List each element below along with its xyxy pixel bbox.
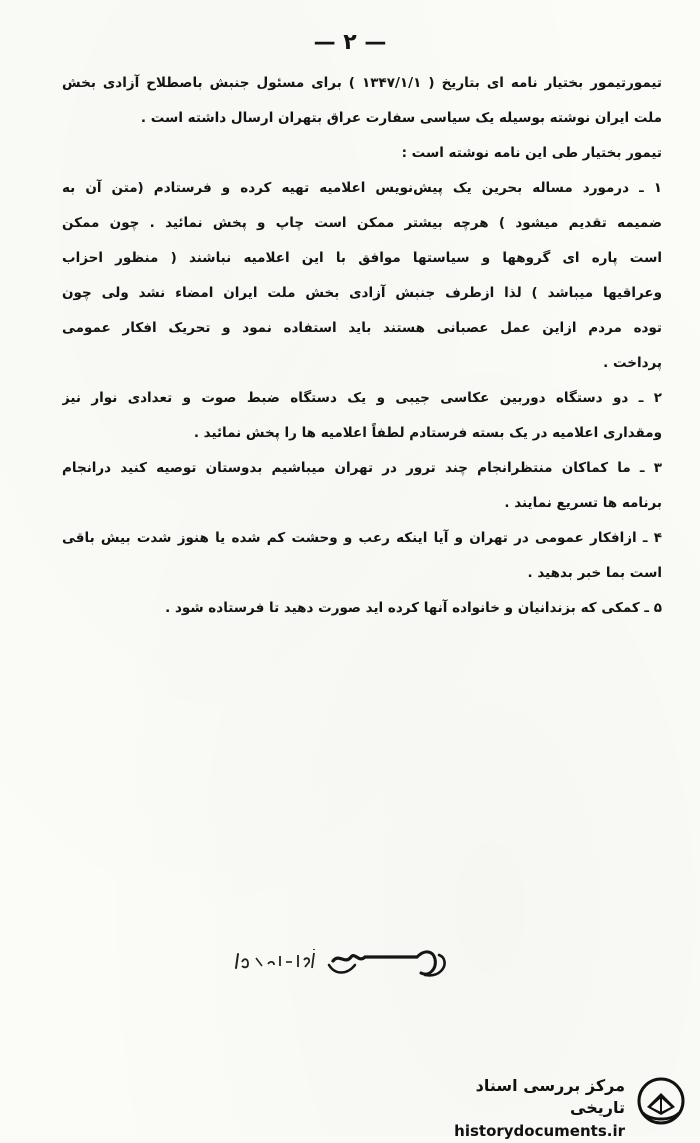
text-line-6: است پاره ای گروهها و سیاستها موافق با این اعلامیه نباشند ( منظور احزاب xyxy=(62,250,662,266)
watermark-logo xyxy=(425,1075,687,1140)
text-line-14: ۴ ـ ازافکار عمومی در تهران و آیا اینکه رعب و وحشت کم شده یا هنوز شدت بیش باقی xyxy=(62,530,662,546)
text-line-3: تیمور بختیار طی این نامه نوشته است : xyxy=(401,145,662,161)
text-line-7: وعراقیها میباشد ) لذا ازطرف جنبش آزادی بخش ملت ایران امضاء نشد ولی چون xyxy=(62,285,662,301)
text-line-10: ۲ ـ دو دستگاه دوربین عکاسی جیبی و یک دستگاه ضبط صوت و تعدادی نوار نیز xyxy=(62,390,662,406)
letter-body xyxy=(62,66,662,626)
text-line-12: ۳ ـ ما کماکان منتظرانجام چند ترور در تهران میباشیم بدوستان توصیه کنید درانجام xyxy=(62,460,662,476)
handwritten-date-drawing xyxy=(232,944,320,974)
text-line-1: تیمورتیمور بختیار نامه ای بتاریخ ( ۱۳۴۷/۱/۱ ) برای مسئول جنبش باصطلاح آزادی بخش xyxy=(62,75,662,91)
signature-drawing xyxy=(325,935,455,980)
handwritten-date xyxy=(232,944,320,974)
watermark-name: مرکز بررسی اسناد تاریخی xyxy=(475,1076,625,1117)
watermark-texts xyxy=(425,1075,625,1143)
watermark-site: historydocuments.ir xyxy=(454,1122,625,1140)
text-line-16: ۵ ـ کمکی که بزندانیان و خانواده آنها کرده اید صورت دهید تا فرستاده شود . xyxy=(165,600,662,616)
book-emblem-icon xyxy=(635,1077,687,1125)
text-line-13: برنامه ها تسریع نمایند . xyxy=(504,495,662,511)
page-number: — ۲ — xyxy=(313,30,387,55)
text-line-2: ملت ایران نوشته بوسیله یک سیاسی سفارت عراق بتهران ارسال داشته است . xyxy=(140,110,662,126)
signature-seri xyxy=(325,935,455,980)
text-line-9: پرداخت . xyxy=(603,355,662,371)
text-line-15: است بما خبر بدهید . xyxy=(527,565,662,581)
text-line-4: ۱ ـ درمورد مساله بحرین یک پیش‌نویس اعلامیه تهیه کرده و فرستادم (متن آن به xyxy=(62,180,662,196)
text-line-8: توده مردم ازاین عمل عصبانی هستند باید استفاده نمود و تحریک افکار عمومی xyxy=(62,320,662,336)
text-line-5: ضمیمه تقدیم میشود ) هرچه بیشتر ممکن است چاپ و پخش نمائید . چون ممکن xyxy=(62,215,662,231)
text-line-11: ومقداری اعلامیه در یک بسته فرستادم لطفاً اعلامیه ها را پخش نمائید . xyxy=(193,425,662,441)
